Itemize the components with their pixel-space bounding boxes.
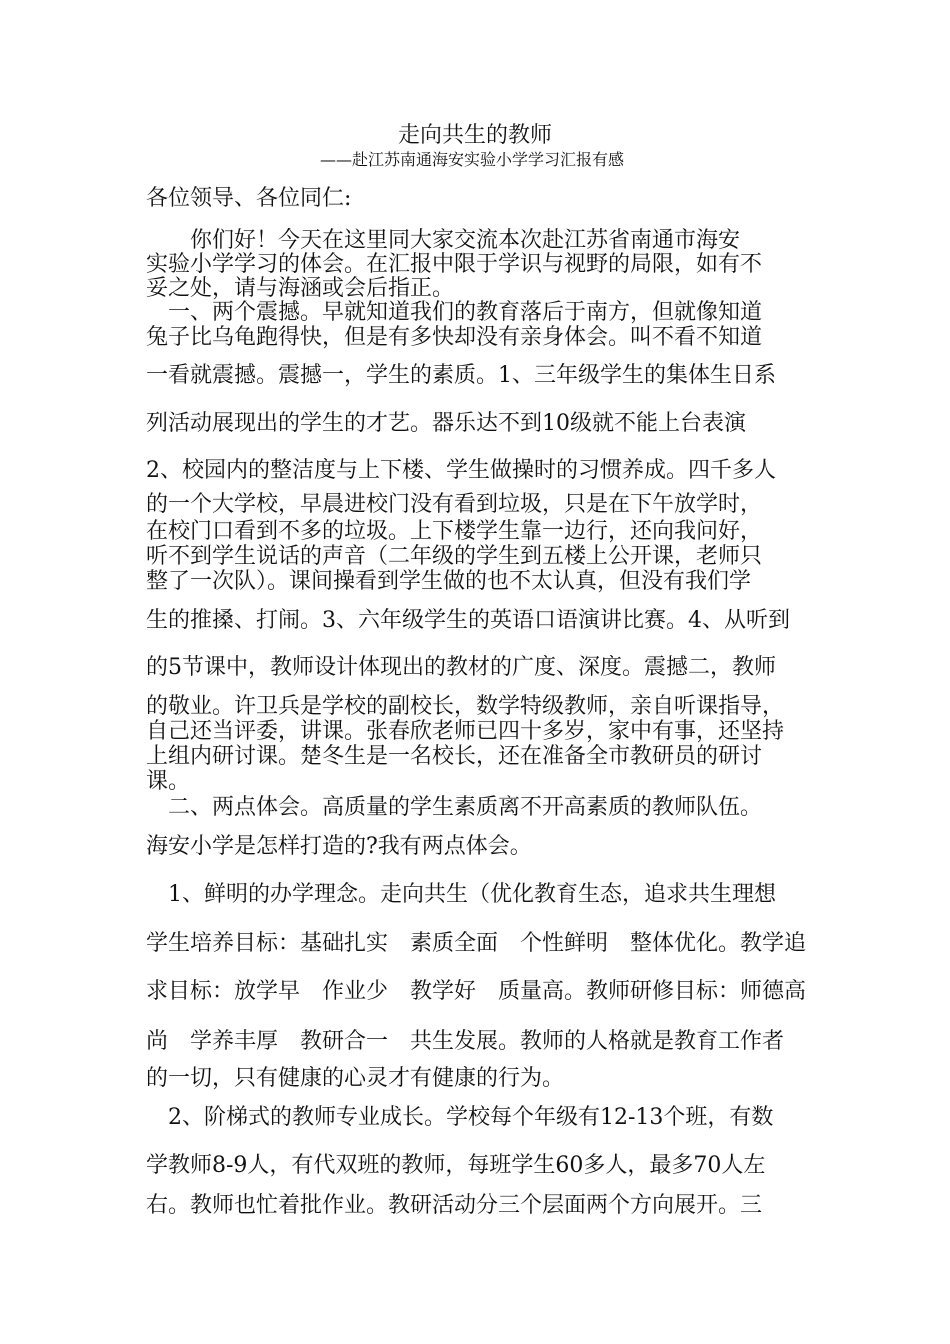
body-line: 列活动展现出的学生的才艺。器乐达不到10级就不能上台表演 [146,411,746,436]
body-line: 的5节课中，教师设计体现出的教材的广度、深度。震撼二，教师 [146,655,776,680]
body-line: 课。 [146,769,191,794]
body-line: 海安小学是怎样打造的?我有两点体会。 [146,834,532,859]
body-line: 2、校园内的整洁度与上下楼、学生做操时的习惯养成。四千多人 [146,458,776,483]
body-line: 生的推搡、打闹。3、六年级学生的英语口语演讲比赛。4、从听到 [146,608,790,633]
body-line: 二、两点体会。高质量的学生素质离不开高素质的教师队伍。 [146,795,763,820]
body-line: 2、阶梯式的教师专业成长。学校每个年级有12-13个班，有数 [146,1105,774,1130]
body-line: 的敬业。许卫兵是学校的副校长，数学特级教师，亲自听课指导， [146,694,785,719]
body-line: 自己还当评委，讲课。张春欣老师已四十多岁，家中有事，还坚持 [146,719,785,744]
body-line: 听不到学生说话的声音（二年级的学生到五楼上公开课，老师只 [146,544,763,569]
body-line: 学教师8-9人，有代双班的教师，每班学生60多人，最多70人左 [146,1153,766,1178]
body-line: 1、鲜明的办学理念。走向共生（优化教育生态，追求共生理想 [146,882,776,907]
body-line: 的一切，只有健康的心灵才有健康的行为。 [146,1066,565,1091]
greeting: 各位领导、各位同仁: [146,186,352,211]
body-line: 学生培养目标：基础扎实 素质全面 个性鲜明 整体优化。教学追 [146,931,806,956]
body-line: 在校门口看到不多的垃圾。上下楼学生靠一边行，还向我问好， [146,519,763,544]
body-line: 你们好！今天在这里同大家交流本次赴江苏省南通市海安 [146,228,741,253]
document-subtitle: ——赴江苏南通海安实验小学学习汇报有感 [320,150,625,169]
body-line: 尚 学养丰厚 教研合一 共生发展。教师的人格就是教育工作者 [146,1029,785,1054]
body-line: 妥之处，请与海涵或会后指正。 [146,276,455,301]
document-title: 走向共生的教师 [397,123,552,148]
body-line: 一看就震撼。震撼一，学生的素质。1、三年级学生的集体生日系 [146,363,776,388]
body-line: 右。教师也忙着批作业。教研活动分三个层面两个方向展开。三 [146,1193,763,1218]
body-line: 一、两个震撼。早就知道我们的教育落后于南方，但就像知道 [146,300,763,325]
body-line: 整了一次队）。课间操看到学生做的也不太认真，但没有我们学 [146,569,752,594]
body-line: 的一个大学校，早晨进校门没有看到垃圾，只是在下午放学时， [146,492,763,517]
body-line: 求目标：放学早 作业少 教学好 质量高。教师研修目标：师德高 [146,979,806,1004]
body-line: 实验小学学习的体会。在汇报中限于学识与视野的局限，如有不 [146,252,763,277]
body-line: 上组内研讨课。楚冬生是一名校长，还在准备全市教研员的研讨 [146,744,763,769]
body-line: 兔子比乌龟跑得快，但是有多快却没有亲身体会。叫不看不知道 [146,325,763,350]
